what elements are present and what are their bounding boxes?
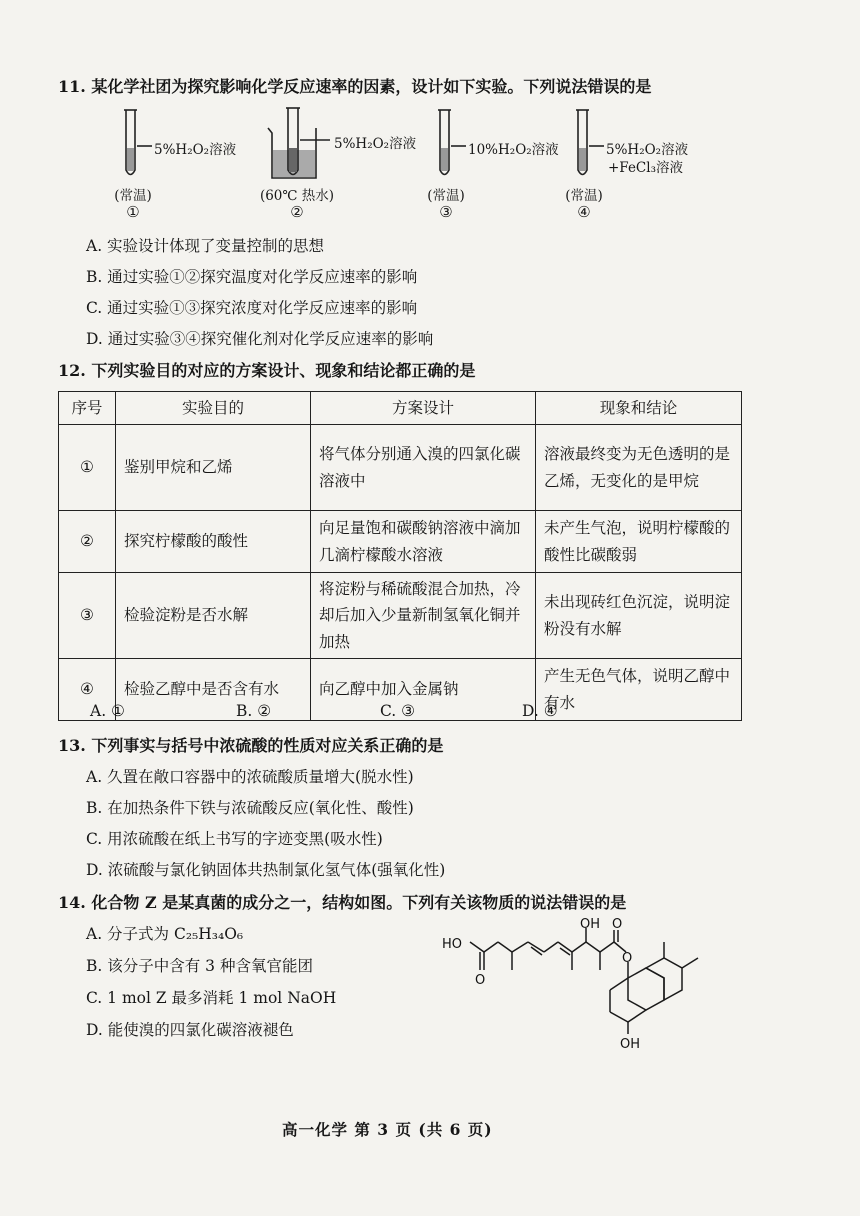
row-conclusion: 产生无色气体，说明乙醇中有水 [536, 659, 742, 721]
row-purpose: 探究柠檬酸的酸性 [116, 511, 311, 573]
q13-stem: 13. 下列事实与括号中浓硫酸的性质对应关系正确的是 [58, 736, 444, 755]
table-row [59, 425, 742, 511]
q13-option-b: B. 在加热条件下铁与浓硫酸反应(氧化性、酸性) [86, 799, 414, 817]
header-index: 序号 [59, 392, 116, 425]
row-purpose: 检验淀粉是否水解 [116, 573, 311, 659]
setup-1-condition: (常温) [114, 188, 152, 204]
q14-stem: 14. 化合物 Z 是某真菌的成分之一，结构如图。下列有关该物质的说法错误的是 [58, 893, 627, 912]
table-row [59, 511, 742, 573]
table-header-row [59, 392, 742, 425]
q12-choice-c: C. ③ [380, 702, 416, 720]
row-conclusion: 未产生气泡，说明柠檬酸的酸性比碳酸弱 [536, 511, 742, 573]
setup-2-label: 5%H₂O₂溶液 [334, 136, 417, 152]
setup-4-label-line1: 5%H₂O₂溶液 [606, 142, 689, 158]
row-design: 将气体分别通入溴的四氯化碳溶液中 [311, 425, 536, 511]
oh-bottom-label: OH [620, 1037, 641, 1052]
setup-3-label: 10%H₂O₂溶液 [468, 142, 559, 158]
q14-option-d: D. 能使溴的四氯化碳溶液褪色 [86, 1021, 294, 1039]
header-purpose: 实验目的 [116, 392, 311, 425]
q14-option-a: A. 分子式为 C₂₅H₃₄O₆ [86, 925, 244, 943]
q11-apparatus-figure [0, 100, 860, 190]
row-purpose: 鉴别甲烷和乙烯 [116, 425, 311, 511]
row-index: ④ [59, 659, 116, 721]
ho-label: HO [442, 937, 463, 952]
q14-option-c: C. 1 mol Z 最多消耗 1 mol NaOH [86, 989, 337, 1007]
setup-4-label-line2: +FeCl₃溶液 [608, 160, 683, 176]
o-label-left: O [475, 973, 486, 988]
row-design: 向足量饱和碳酸钠溶液中滴加几滴柠檬酸水溶液 [311, 511, 536, 573]
setup-3-condition: (常温) [427, 188, 465, 204]
row-design: 将淀粉与稀硫酸混合加热，冷却后加入少量新制氢氧化铜并加热 [311, 573, 536, 659]
test-tube-4 [576, 110, 604, 175]
page-footer: 高一化学 第 3 页 (共 6 页) [282, 1120, 493, 1139]
o-carbonyl-right-label: O [612, 918, 623, 932]
row-conclusion: 溶液最终变为无色透明的是乙烯，无变化的是甲烷 [536, 425, 742, 511]
header-conclusion: 现象和结论 [536, 392, 742, 425]
q13-option-d: D. 浓硫酸与氯化钠固体共热制氯化氢气体(强氧化性) [86, 861, 446, 879]
q11-option-c: C. 通过实验①③探究浓度对化学反应速率的影响 [86, 299, 418, 317]
q11-option-d: D. 通过实验③④探究催化剂对化学反应速率的影响 [86, 330, 434, 348]
table-row [59, 573, 742, 659]
oh-top-label: OH [580, 918, 601, 932]
q12-choice-b: B. ② [236, 702, 272, 720]
row-design: 向乙醇中加入金属钠 [311, 659, 536, 721]
q11-option-b: B. 通过实验①②探究温度对化学反应速率的影响 [86, 268, 418, 286]
setup-4-condition: (常温) [565, 188, 603, 204]
setup-1-label: 5%H₂O₂溶液 [154, 142, 237, 158]
setup-2-condition: (60℃ 热水) [259, 188, 335, 204]
q13-option-a: A. 久置在敞口容器中的浓硫酸质量增大(脱水性) [86, 768, 414, 786]
q14-option-b: B. 该分子中含有 3 种含氧官能团 [86, 957, 313, 975]
test-tube-3 [438, 110, 466, 175]
compound-z-structure [440, 918, 720, 1058]
beaker-with-test-tube [268, 108, 330, 178]
row-index: ② [59, 511, 116, 573]
o-ester-label: O [622, 951, 633, 966]
q12-stem: 12. 下列实验目的对应的方案设计、现象和结论都正确的是 [58, 361, 476, 380]
setup-2-number: ② [290, 203, 304, 221]
setup-3-number: ③ [439, 203, 453, 221]
q12-choice-a: A. ① [90, 702, 125, 720]
q11-option-a: A. 实验设计体现了变量控制的思想 [86, 237, 325, 255]
q11-stem: 11. 某化学社团为探究影响化学反应速率的因素，设计如下实验。下列说法错误的是 [58, 77, 652, 96]
row-conclusion: 未出现砖红色沉淀，说明淀粉没有水解 [536, 573, 742, 659]
row-index: ① [59, 425, 116, 511]
setup-4-number: ④ [577, 203, 591, 221]
header-design: 方案设计 [311, 392, 536, 425]
q12-table [58, 391, 742, 721]
row-purpose: 检验乙醇中是否含有水 [116, 659, 311, 721]
setup-1-number: ① [126, 203, 140, 221]
test-tube-1 [124, 110, 152, 175]
q13-option-c: C. 用浓硫酸在纸上书写的字迹变黑(吸水性) [86, 830, 383, 848]
row-index: ③ [59, 573, 116, 659]
q12-choice-d: D. ④ [522, 702, 558, 720]
